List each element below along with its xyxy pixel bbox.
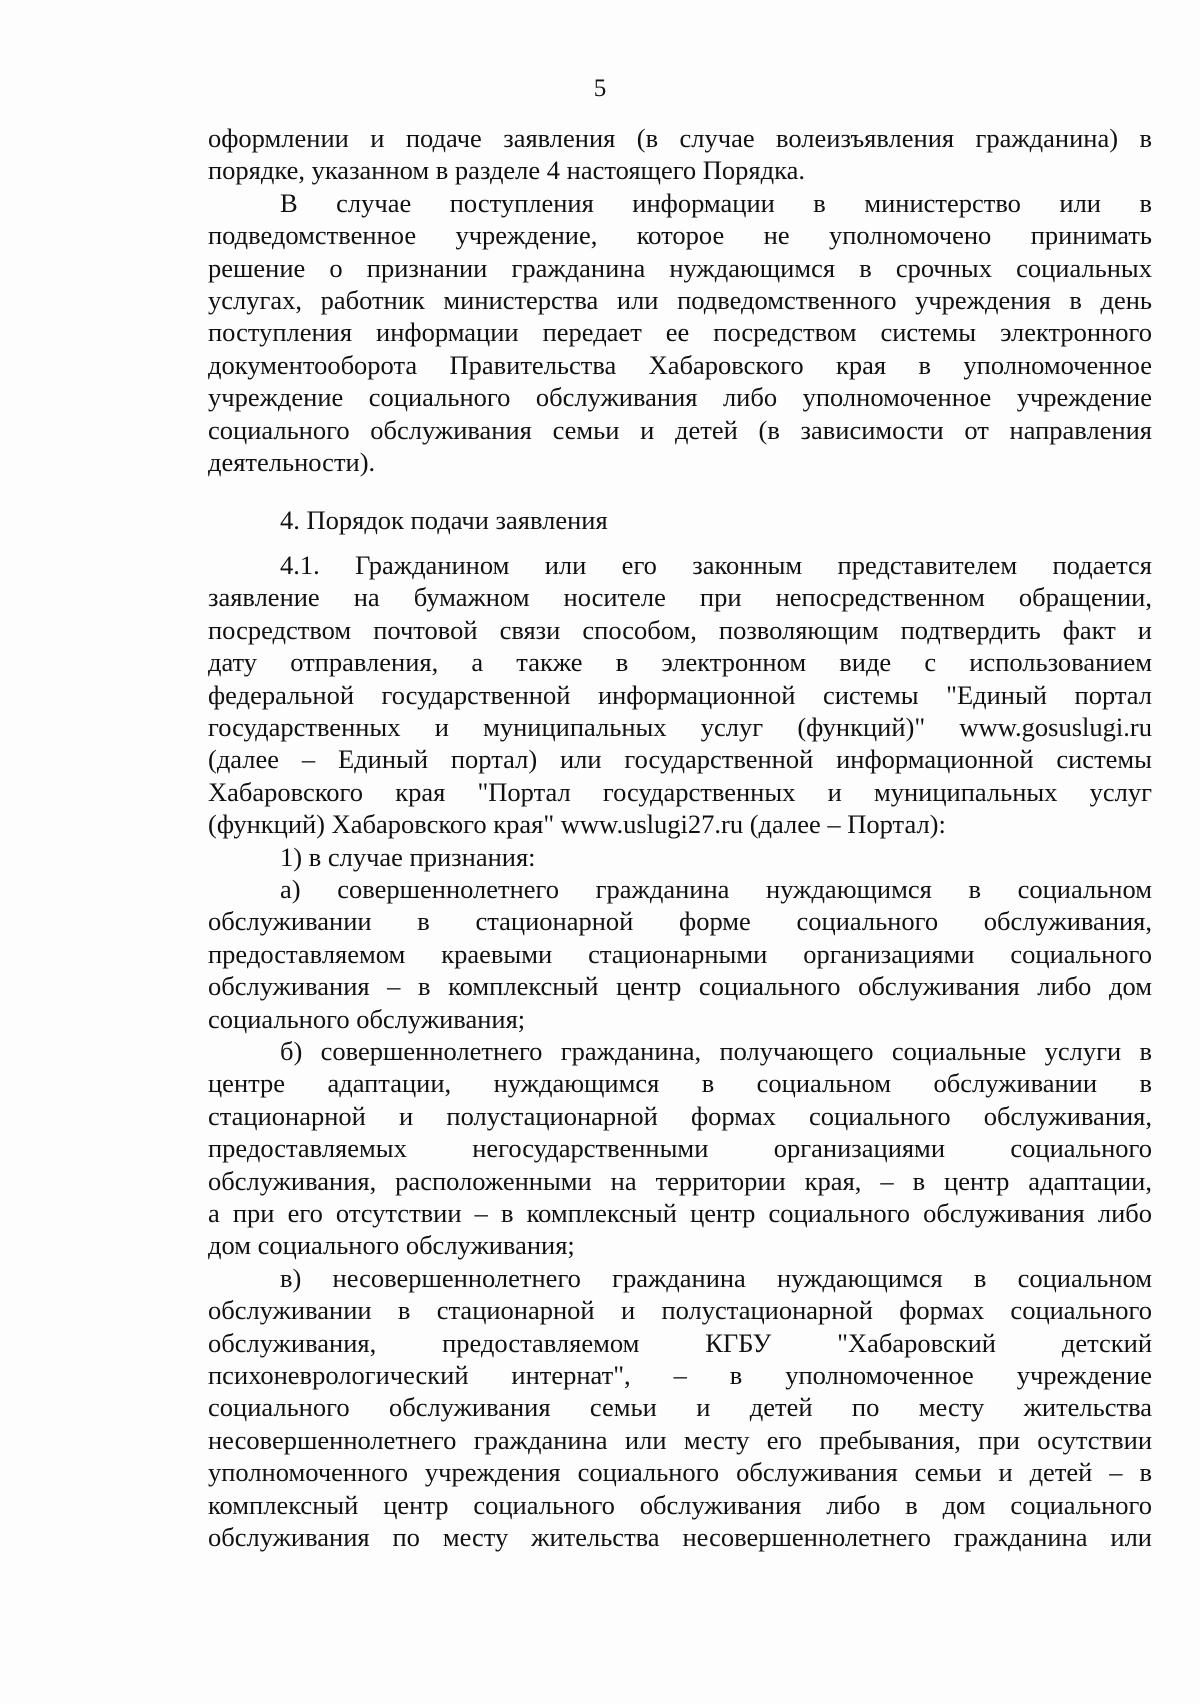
section-heading: 4. Порядок подачи заявления bbox=[280, 505, 608, 536]
text-line: заявление на бумажном носителе при непосредственном обращении, bbox=[208, 582, 1152, 613]
text-line: несовершеннолетнего гражданина или месту его пребывания, при осутствии bbox=[208, 1424, 1152, 1455]
text-line: федеральной государственной информационной системы "Единый портал bbox=[208, 679, 1152, 710]
text-line: а) совершеннолетнего гражданина нуждающимся в социальном bbox=[280, 873, 1152, 904]
text-line: социального обслуживания; bbox=[208, 1003, 526, 1034]
text-line: центре адаптации, нуждающимся в социальном обслуживании в bbox=[208, 1068, 1152, 1099]
text-line: поступления информации передает ее посредством системы электронного bbox=[208, 317, 1152, 348]
text-line: подведомственное учреждение, которое не уполномочено принимать bbox=[208, 220, 1152, 251]
text-line: 4.1. Гражданином или его законным представителем подается bbox=[280, 549, 1152, 580]
text-line: (функций) Хабаровского края" www.uslugi27.ru (далее – Портал): bbox=[208, 809, 946, 840]
text-line: дату отправления, а также в электронном виде с использованием bbox=[208, 647, 1152, 678]
text-line: посредством почтовой связи способом, позволяющим подтвердить факт и bbox=[208, 614, 1152, 645]
text-line: психоневрологический интернат", – в уполномоченное учреждение bbox=[208, 1360, 1152, 1391]
paragraph-item-b bbox=[208, 1035, 1152, 1262]
text-line: обслуживания, расположенными на территории края, – в центр адаптации, bbox=[208, 1165, 1152, 1196]
text-line: комплексный центр социального обслуживания либо в дом социального bbox=[208, 1489, 1152, 1520]
text-line: обслуживании в стационарной форме социального обслуживания, bbox=[208, 906, 1152, 937]
paragraph-information-transfer bbox=[208, 187, 1152, 479]
paragraph-continuation bbox=[208, 122, 1152, 187]
text-line: (далее – Единый портал) или государственной информационной системы bbox=[208, 744, 1152, 775]
text-line: 1) в случае признания: bbox=[280, 841, 536, 872]
text-line: государственных и муниципальных услуг (функций)" www.gosuslugi.ru bbox=[208, 711, 1152, 742]
text-line: обслуживания, предоставляемом КГБУ "Хабаровский детский bbox=[208, 1327, 1152, 1358]
text-line: в) несовершеннолетнего гражданина нуждающимся в социальном bbox=[280, 1262, 1152, 1293]
text-line: обслуживании в стационарной и полустационарной формах социального bbox=[208, 1295, 1152, 1326]
text-line: оформлении и подаче заявления (в случае волеизъявления гражданина) в bbox=[208, 123, 1152, 153]
text-line: социального обслуживания семьи и детей по месту жительства bbox=[208, 1392, 1152, 1423]
text-line: Хабаровского края "Портал государственных и муниципальных услуг bbox=[208, 776, 1152, 807]
text-line: уполномоченного учреждения социального обслуживания семьи и детей – в bbox=[208, 1457, 1152, 1488]
text-line: дом социального обслуживания; bbox=[208, 1230, 575, 1261]
text-line: обслуживания – в комплексный центр социального обслуживания либо дом bbox=[208, 971, 1152, 1002]
text-line: деятельности). bbox=[208, 447, 376, 478]
paragraph-item-a bbox=[208, 873, 1152, 1035]
text-line: предоставляемых негосударственными организациями социального bbox=[208, 1133, 1152, 1164]
text-line: учреждение социального обслуживания либо уполномоченное учреждение bbox=[208, 382, 1152, 413]
paragraph-4-1 bbox=[208, 549, 1152, 841]
text-line: услугах, работник министерства или подведомственного учреждения в день bbox=[208, 285, 1152, 316]
text-line: документооборота Правительства Хабаровского края в уполномоченное bbox=[208, 349, 1152, 380]
text-line: В случае поступления информации в министерство или в bbox=[280, 187, 1152, 218]
paragraph-item-v bbox=[208, 1262, 1152, 1554]
text-line: а при его отсутствии – в комплексный центр социального обслуживания либо bbox=[208, 1198, 1152, 1228]
page-number: 5 bbox=[593, 75, 607, 102]
text-line: порядке, указанном в разделе 4 настоящего Порядка. bbox=[208, 155, 805, 186]
text-line: б) совершеннолетнего гражданина, получающего социальные услуги в bbox=[280, 1035, 1152, 1066]
document-body bbox=[208, 122, 1152, 1553]
text-line: стационарной и полустационарной формах социального обслуживания, bbox=[208, 1100, 1152, 1131]
text-line: социального обслуживания семьи и детей (в зависимости от направления bbox=[208, 414, 1152, 445]
text-line: обслуживания по месту жительства несовершеннолетнего гражданина или bbox=[208, 1522, 1152, 1553]
text-line: решение о признании гражданина нуждающимся в срочных социальных bbox=[208, 252, 1152, 283]
section-gap bbox=[208, 478, 1152, 504]
paragraph-item-1 bbox=[208, 841, 1152, 873]
text-line: предоставляемом краевыми стационарными организациями социального bbox=[208, 938, 1152, 969]
section-gap bbox=[208, 537, 1152, 549]
